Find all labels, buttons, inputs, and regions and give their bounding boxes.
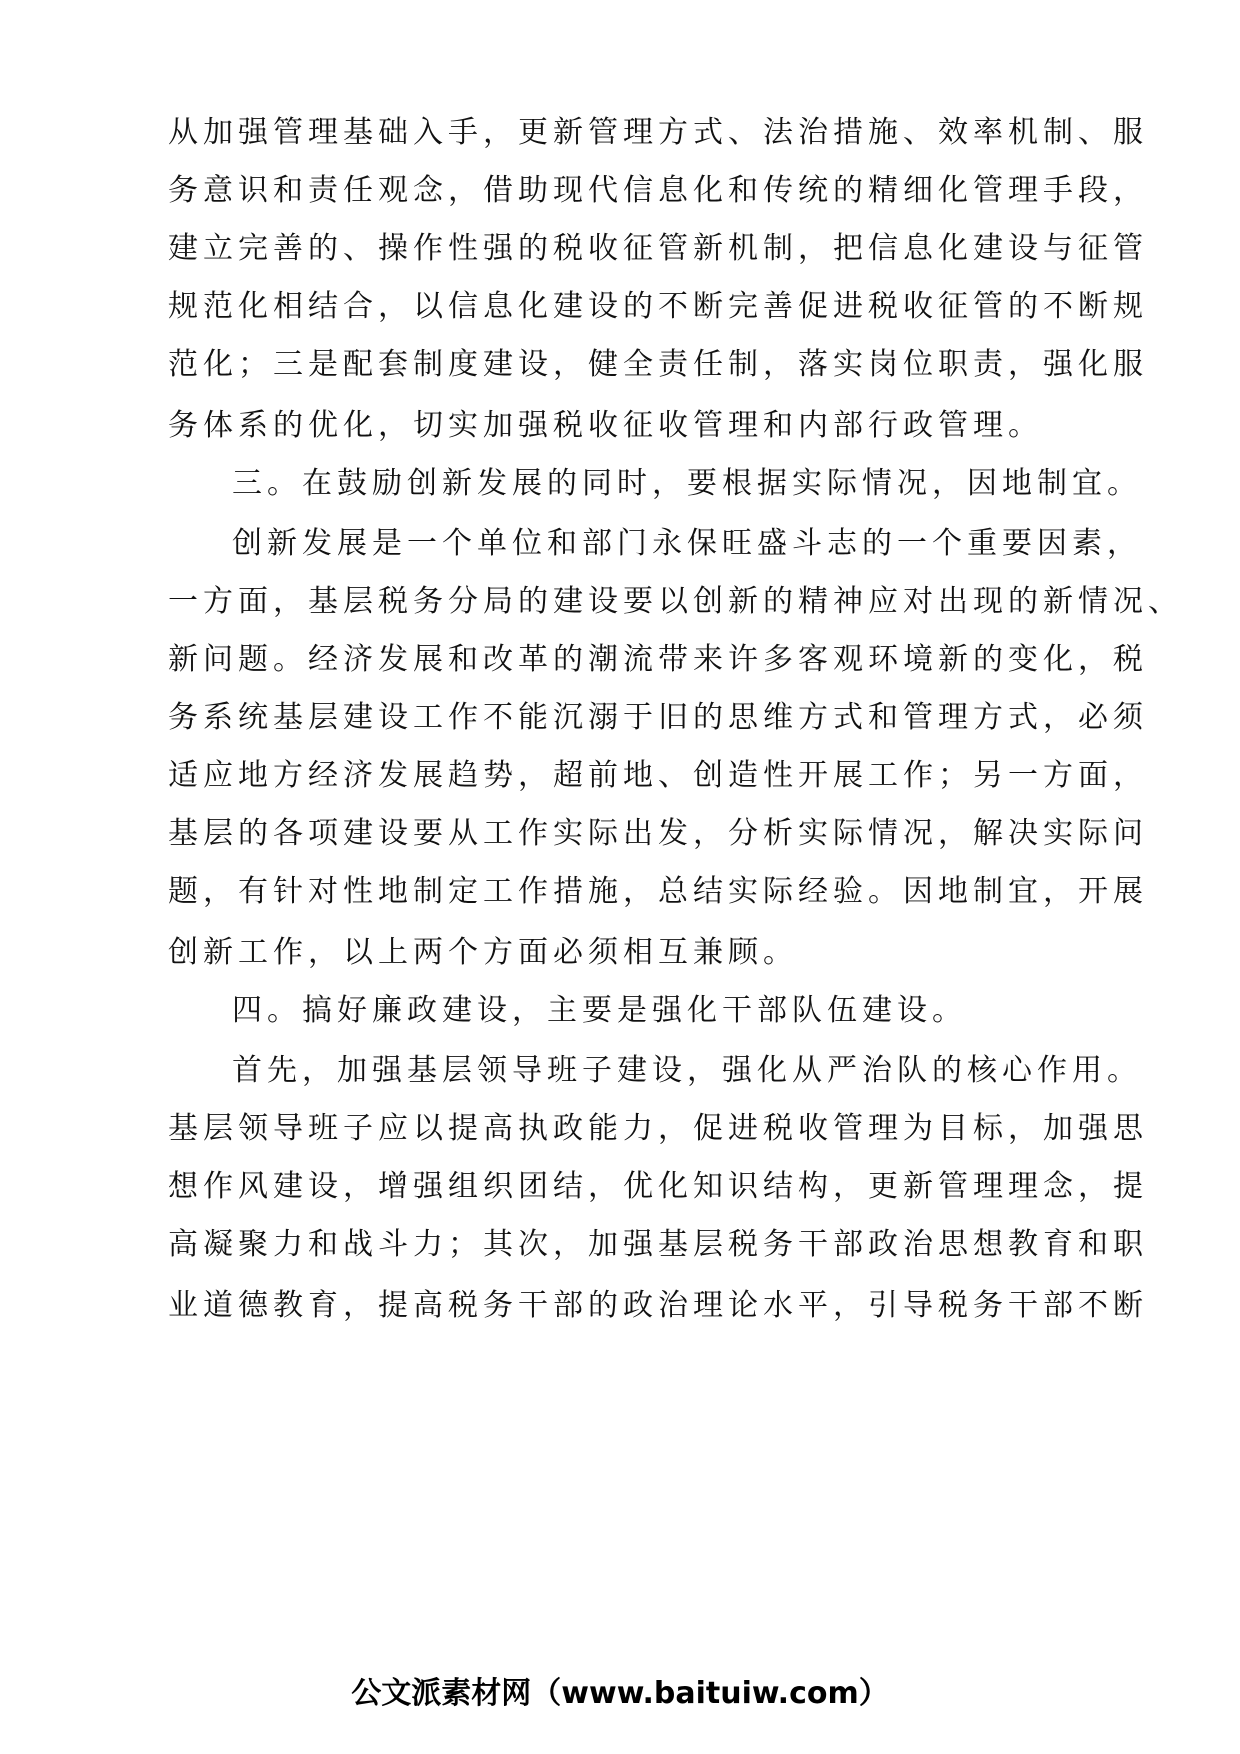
text-line: 规范化相结合，以信息化建设的不断完善促进税收征管的不断规 <box>168 289 1148 324</box>
text-line: 基层领导班子应以提高执政能力，促进税收管理为目标，加强思 <box>168 1111 1148 1146</box>
text-line: 适应地方经济发展趋势，超前地、创造性开展工作；另一方面， <box>168 758 1148 793</box>
text-line: 务体系的优化，切实加强税收征收管理和内部行政管理。 <box>168 408 1043 443</box>
text-line: 新问题。经济发展和改革的潮流带来许多客观环境新的变化，税 <box>168 642 1148 677</box>
text-line: 范化；三是配套制度建设，健全责任制，落实岗位职责，强化服 <box>168 347 1148 382</box>
text-line: 建立完善的、操作性强的税收征管新机制，把信息化建设与征管 <box>168 231 1148 266</box>
text-line: 一方面，基层税务分局的建设要以创新的精神应对出现的新情况、 <box>168 584 1183 619</box>
text-line: 务意识和责任观念，借助现代信息化和传统的精细化管理手段， <box>168 173 1148 208</box>
text-line: 创新工作，以上两个方面必须相互兼顾。 <box>168 935 798 970</box>
text-line: 务系统基层建设工作不能沉溺于旧的思维方式和管理方式，必须 <box>168 700 1148 735</box>
text-line: 创新发展是一个单位和部门永保旺盛斗志的一个重要因素， <box>232 526 1142 561</box>
text-line: 首先，加强基层领导班子建设，强化从严治队的核心作用。 <box>232 1053 1142 1088</box>
text-line: 高凝聚力和战斗力；其次，加强基层税务干部政治思想教育和职 <box>168 1227 1148 1262</box>
text-line: 基层的各项建设要从工作实际出发，分析实际情况，解决实际问 <box>168 816 1148 851</box>
section-heading-4: 四。搞好廉政建设，主要是强化干部队伍建设。 <box>232 993 967 1028</box>
text-line: 业道德教育，提高税务干部的政治理论水平，引导税务干部不断 <box>168 1288 1148 1323</box>
section-heading-3: 三。在鼓励创新发展的同时，要根据实际情况，因地制宜。 <box>232 466 1142 501</box>
footer-watermark: 公文派素材网（www.baituiw.com） <box>351 1676 889 1711</box>
text-line: 从加强管理基础入手，更新管理方式、法治措施、效率机制、服 <box>168 115 1148 150</box>
text-line: 想作风建设，增强组织团结，优化知识结构，更新管理理念，提 <box>168 1169 1148 1204</box>
text-line: 题，有针对性地制定工作措施，总结实际经验。因地制宜，开展 <box>168 874 1148 909</box>
